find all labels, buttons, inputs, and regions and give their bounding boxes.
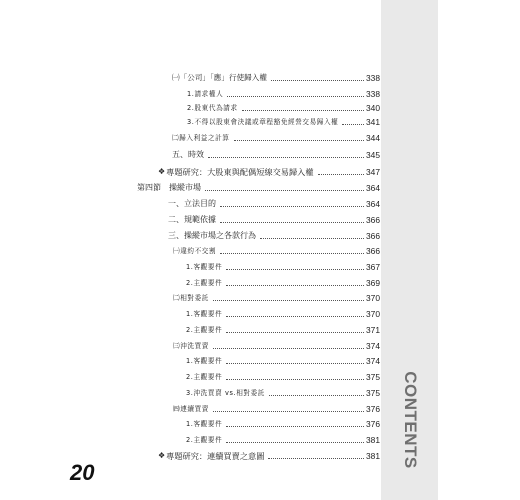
- dot-leader: [213, 410, 364, 412]
- toc-entry-label: 五、時效: [172, 150, 204, 159]
- toc-entry-label: 2.股東代為請求: [187, 104, 238, 112]
- toc-page-number: 366: [366, 246, 380, 256]
- toc-entry-label: 2.主觀要件: [186, 436, 223, 444]
- dot-leader: [220, 205, 364, 207]
- toc-entry-label: 專題研究：連續買賣之意圖: [166, 451, 265, 461]
- dot-leader: [242, 109, 364, 111]
- toc-row-wash-trading-entry: [173, 339, 380, 353]
- toc-page-number: 340: [366, 103, 380, 113]
- dot-leader: [268, 457, 364, 459]
- toc-row-claimant-entry: [187, 87, 380, 101]
- toc-row-shareholder-request-entry: [187, 101, 380, 115]
- toc-page-number: 369: [366, 278, 380, 288]
- toc-entry-label: 專題研究：大股東與配偶短線交易歸入權: [166, 167, 314, 177]
- toc-entry-label: ㈡歸入利益之計算: [172, 134, 230, 142]
- toc-page-number: 364: [366, 199, 380, 209]
- toc-page-number: 338: [366, 73, 380, 83]
- dot-leader: [227, 95, 364, 97]
- toc-row-company-exercise-entry: [172, 71, 380, 85]
- dot-leader: [269, 394, 364, 396]
- dot-leader: [213, 299, 364, 301]
- toc-entry-label: 1.請求權人: [187, 90, 224, 98]
- dot-leader: [213, 347, 364, 349]
- dot-leader: [260, 237, 364, 239]
- dot-leader: [220, 252, 364, 254]
- dot-leader: [226, 362, 364, 364]
- toc-row-subjective-req-entry: [186, 370, 380, 384]
- toc-row-no-exemption-entry: [187, 115, 380, 129]
- toc-row-profit-calc-entry: [172, 131, 380, 145]
- dot-leader: [226, 425, 364, 427]
- toc-page-number: 344: [366, 133, 380, 143]
- toc-entry-label: 三、操縱市場之各款行為: [168, 231, 256, 240]
- dot-leader: [226, 315, 364, 317]
- dot-leader: [208, 156, 364, 158]
- toc-row-legal-basis-entry: [168, 213, 380, 227]
- toc-entry-label: 2.主觀要件: [186, 326, 223, 334]
- toc-row-continuous-trading-entry: [173, 402, 380, 416]
- toc-entry-label: ㈠違約不交割: [173, 247, 217, 255]
- dot-leader: [226, 331, 364, 333]
- page-number: 20: [70, 460, 95, 485]
- toc-entry-label: 1.客觀要件: [186, 310, 223, 318]
- toc-page-number: 376: [366, 419, 380, 429]
- toc-page-number: 341: [366, 117, 380, 127]
- toc-row-legislative-purpose-entry: [168, 197, 380, 211]
- toc-page-number: 374: [366, 356, 380, 366]
- toc-entry-label: 3.不得以股東會決議或章程豁免經營交易歸入權: [187, 118, 339, 126]
- toc-page-number: 381: [366, 435, 380, 445]
- toc-page-number: 371: [366, 325, 380, 335]
- special-marker-icon: ❖: [158, 167, 166, 176]
- toc-entry-label: ㈡相對委託: [173, 294, 209, 302]
- toc-row-subjective-req-entry: [186, 323, 380, 337]
- toc-entry-label: ㈠「公司」「應」行使歸入權: [172, 73, 267, 82]
- toc-page-number: 381: [366, 451, 380, 461]
- toc-entry-label: 2.主觀要件: [186, 373, 223, 381]
- toc-page-number: 366: [366, 231, 380, 241]
- toc-page-number: 347: [366, 167, 380, 177]
- toc-page-number: 375: [366, 372, 380, 382]
- toc-entry-label: 二、規範依據: [168, 215, 216, 224]
- dot-leader: [226, 284, 364, 286]
- dot-leader: [318, 173, 364, 175]
- toc-page-number: 376: [366, 404, 380, 414]
- toc-page-number: 345: [366, 150, 380, 160]
- toc-entry-label: 2.主觀要件: [186, 279, 223, 287]
- toc-page-number: 367: [366, 262, 380, 272]
- toc-row-objective-req-entry: [186, 307, 380, 321]
- toc-row-manipulation-acts-entry: [168, 229, 380, 243]
- toc-page-number: 338: [366, 89, 380, 99]
- toc-row-matched-orders-entry: [173, 291, 380, 305]
- toc-page-number: 374: [366, 341, 380, 351]
- toc-row-default-settlement-entry: [173, 244, 380, 258]
- toc-row-section-four-entry: [137, 181, 380, 195]
- toc-entry-label: 1.客觀要件: [186, 263, 223, 271]
- dot-leader: [342, 123, 364, 125]
- toc-entry-label: 1.客觀要件: [186, 357, 223, 365]
- toc-page-number: 370: [366, 309, 380, 319]
- dot-leader: [271, 79, 364, 81]
- toc-page-number: 364: [366, 183, 380, 193]
- dot-leader: [226, 268, 364, 270]
- toc-row-wash-vs-matched-entry: [186, 386, 380, 400]
- toc-page-number: 370: [366, 293, 380, 303]
- toc-page-number: 375: [366, 388, 380, 398]
- toc-entry-label: 一、立法目的: [168, 199, 216, 208]
- toc-entry-label: 第四節 操縱市場: [137, 183, 201, 192]
- toc-row-subjective-req-entry: [186, 276, 380, 290]
- toc-entry-label: ㈣連續買賣: [173, 405, 209, 413]
- toc-entry-label: 1.客觀要件: [186, 420, 223, 428]
- toc-page-number: 366: [366, 215, 380, 225]
- toc-row-subjective-req-entry: [186, 433, 380, 447]
- toc-entry-label: 3.沖洗買賣 vs.相對委託: [186, 389, 265, 397]
- toc-row-limitation-entry: [172, 148, 380, 162]
- dot-leader: [226, 441, 364, 443]
- dot-leader: [226, 378, 364, 380]
- toc-row-special-study-intent-entry: [158, 449, 380, 463]
- toc-row-special-study-entry: [158, 165, 380, 179]
- special-marker-icon: ❖: [158, 451, 166, 460]
- toc-entry-label: ㈢沖洗買賣: [173, 342, 209, 350]
- toc-row-objective-req-entry: [186, 417, 380, 431]
- dot-leader: [234, 139, 364, 141]
- dot-leader: [205, 189, 364, 191]
- toc-row-objective-req-entry: [186, 354, 380, 368]
- toc-row-objective-req-entry: [186, 260, 380, 274]
- sidebar-label: CONTENTS: [400, 371, 420, 469]
- dot-leader: [220, 221, 364, 223]
